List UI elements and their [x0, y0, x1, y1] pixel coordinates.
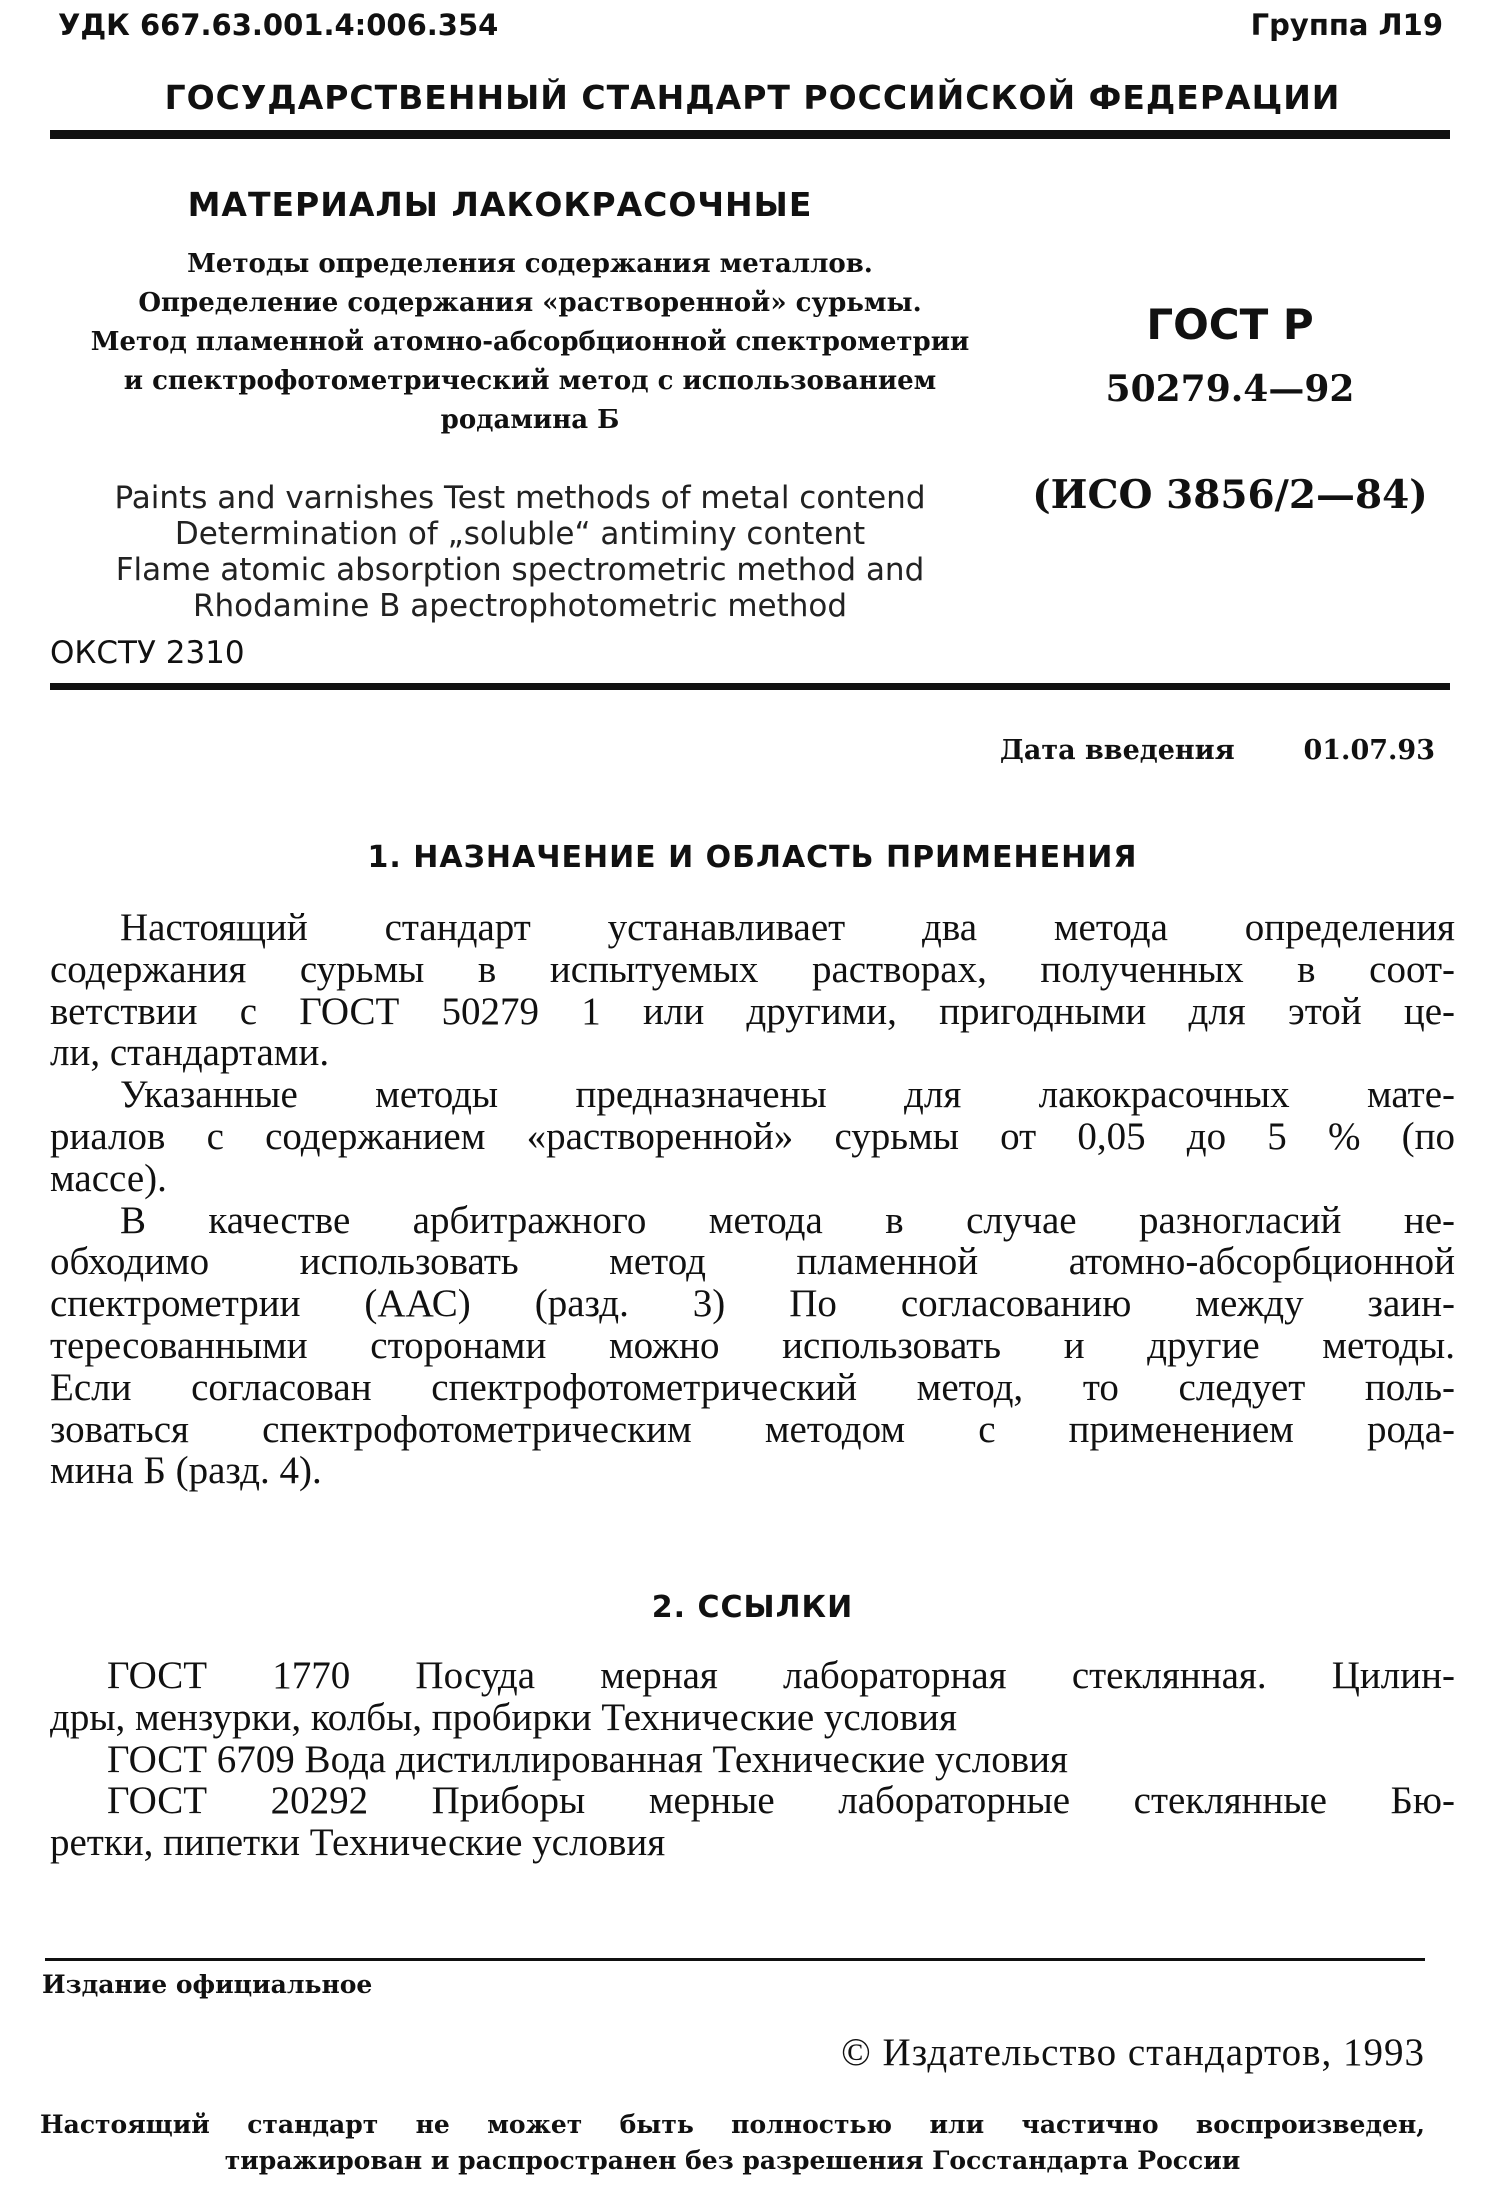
reference-line: ГОСТ 1770 Посуда мерная лабораторная стеклянная. Цилин- — [107, 1654, 1455, 1697]
intro-date-value: 01.07.93 — [1303, 735, 1435, 766]
paragraph-line: ветствии с ГОСТ 50279 1 или другими, пригодными для этой це- — [50, 989, 1455, 1033]
iso-reference: (ИСО 3856/2—84) — [1032, 472, 1428, 518]
reference-line: дры, мензурки, колбы, пробирки Технические условия — [50, 1695, 957, 1739]
paragraph-line: спектрометрии (ААС) (разд. 3) По согласованию между заин- — [50, 1282, 1455, 1326]
notice-line: Настоящий стандарт не может быть полностью или частично воспроизведен, — [40, 2110, 1425, 2139]
subtitle-line: родамина Б — [440, 405, 620, 435]
english-title-block — [40, 480, 1000, 624]
section-1-heading: 1. НАЗНАЧЕНИЕ И ОБЛАСТЬ ПРИМЕНЕНИЯ — [367, 840, 1138, 875]
english-title-line: Paints and varnishes Test methods of metal contend — [114, 480, 926, 516]
subtitle-block — [50, 245, 1010, 440]
gost-label: ГОСТ Р — [1146, 300, 1314, 349]
paragraph-line: риалов с содержанием «растворенной» сурьмы от 0,05 до 5 % (по — [50, 1114, 1455, 1158]
copyright: © Издательство стандартов, 1993 — [841, 2031, 1425, 2074]
english-title-line: Rhodamine B apectrophotometric method — [192, 588, 848, 624]
paragraph-line: мина Б (разд. 4). — [50, 1449, 322, 1493]
header-rule — [50, 130, 1450, 139]
gost-number: 50279.4—92 — [1105, 368, 1355, 410]
paragraph-line: В качестве арбитражного метода в случае разногласий не- — [120, 1198, 1455, 1242]
title-rule — [50, 683, 1450, 690]
subtitle-line: и спектрофотометрический метод с использованием — [123, 366, 937, 396]
paragraph-line: обходимо использовать метод пламенной атомно-абсорбционной — [50, 1240, 1455, 1284]
section-1-body — [50, 907, 1455, 1492]
english-title-line: Flame atomic absorption spectrometric method and — [115, 552, 925, 588]
notice-line: тиражирован и распространен без разрешения Госстандарта России — [224, 2146, 1241, 2175]
paragraph-line: Если согласован спектрофотометрический метод, то следует поль- — [50, 1365, 1455, 1409]
reference-line: ГОСТ 20292 Приборы мерные лабораторные стеклянные Бю- — [107, 1779, 1455, 1823]
intro-date-label: Дата введения — [999, 735, 1235, 766]
english-title-line: Determination of „soluble“ antiminy content — [174, 516, 866, 552]
official-edition: Издание официальное — [42, 1970, 373, 1999]
section-2-heading: 2. ССЫЛКИ — [651, 1590, 854, 1625]
reproduction-notice — [40, 2107, 1425, 2179]
subtitle-line: Методы определения содержания металлов. — [187, 249, 873, 279]
paragraph-line: Указанные методы предназначены для лакокрасочных мате- — [120, 1073, 1455, 1117]
subtitle-line: Метод пламенной атомно-абсорбционной спектрометрии — [90, 327, 970, 357]
paragraph-line: ли, стандартами. — [50, 1031, 330, 1075]
paragraph-line: массе). — [50, 1156, 167, 1200]
group-code: Группа Л19 — [1250, 8, 1443, 42]
main-title: МАТЕРИАЛЫ ЛАКОКРАСОЧНЫЕ — [187, 185, 813, 224]
intro-date — [1000, 735, 1435, 766]
paragraph-line: тересованными сторонами можно использовать и другие методы. — [50, 1323, 1455, 1367]
oksty-code: ОКСТУ 2310 — [50, 635, 245, 671]
state-standard-title: ГОСУДАРСТВЕННЫЙ СТАНДАРТ РОССИЙСКОЙ ФЕДЕРАЦИИ — [164, 78, 1341, 117]
paragraph-line: содержания сурьмы в испытуемых растворах, полученных в соот- — [50, 947, 1455, 991]
udk-code: УДК 667.63.001.4:006.354 — [58, 8, 499, 42]
paragraph-line: зоваться спектрофотометрическим методом с применением рода- — [50, 1407, 1455, 1451]
reference-line: ГОСТ 6709 Вода дистиллированная Технические условия — [107, 1737, 1068, 1781]
paragraph-line: Настоящий стандарт устанавливает два метода определения — [120, 906, 1455, 949]
section-2-body — [50, 1655, 1455, 1864]
subtitle-line: Определение содержания «растворенной» сурьмы. — [138, 288, 922, 318]
footer-rule — [45, 1958, 1425, 1961]
reference-line: ретки, пипетки Технические условия — [50, 1821, 666, 1865]
